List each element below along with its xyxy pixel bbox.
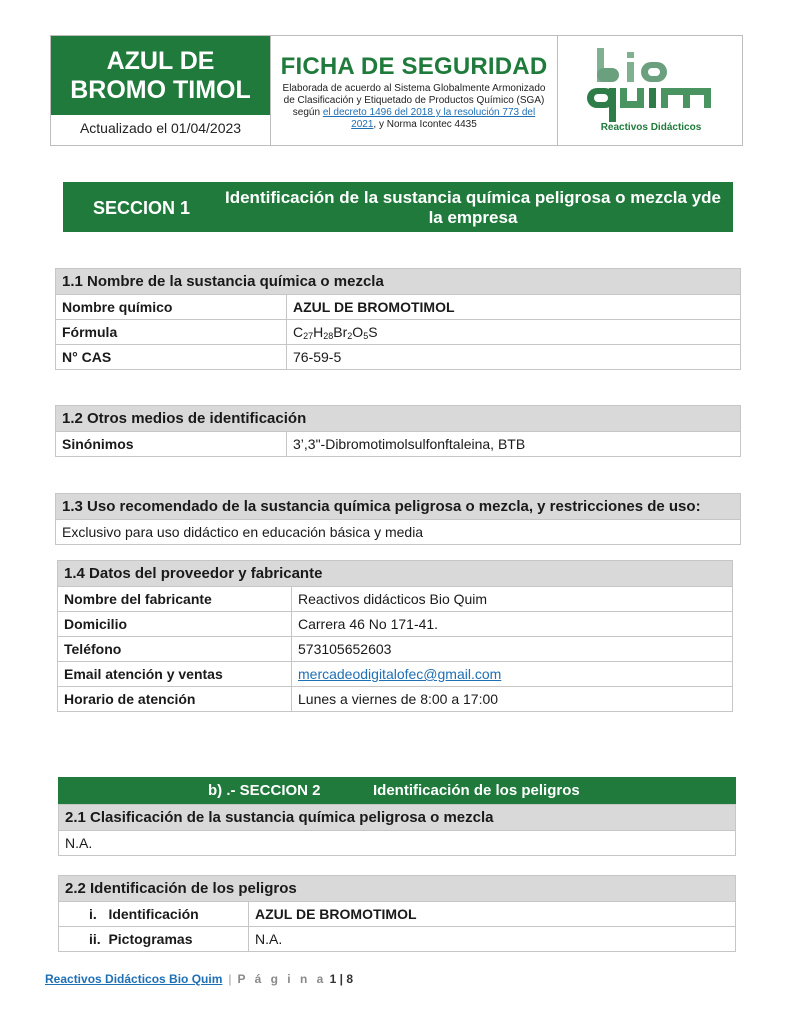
logo-caption: Reactivos Didácticos	[600, 122, 702, 133]
decree-link[interactable]: el decreto 1496 del 2018 y la resolución 773 del	[322, 107, 536, 118]
formula-part: H	[313, 323, 324, 340]
section1-banner	[63, 182, 733, 232]
section2-banner	[58, 777, 736, 804]
row-label	[59, 927, 249, 952]
regulation-prefix: según	[292, 107, 323, 118]
table-row	[59, 927, 736, 952]
footer-company-link[interactable]: Reactivos Didácticos Bio Quim	[45, 972, 223, 986]
table-hazard-identification	[58, 875, 736, 952]
table-classification	[58, 804, 736, 856]
header-middle-block	[271, 36, 558, 145]
row-value: Carrera 46 No 171-41.	[292, 612, 733, 637]
email-link[interactable]: mercadeodigitalofec@gmail.com	[298, 666, 502, 682]
document-type-title: FICHA DE SEGURIDAD	[280, 53, 548, 80]
regulation-suffix: , y Norma Icontec 4435	[373, 119, 477, 130]
row-value: AZUL DE BROMOTIMOL	[287, 295, 741, 320]
chemical-formula	[287, 320, 741, 345]
formula-sub: 27	[303, 330, 314, 341]
table-row	[56, 432, 741, 457]
table-row	[58, 662, 733, 687]
bioquim-logo	[587, 44, 717, 124]
header-left-block	[51, 36, 271, 145]
row-value: Lunes a viernes de 8:00 a 17:00	[292, 687, 733, 712]
row-value: N.A.	[59, 831, 736, 856]
row-label: N° CAS	[56, 345, 287, 370]
regulation-line2: de Clasificación y Etiquetado de Productos Químico (SGA)	[283, 95, 545, 106]
page-label: P á g i n a	[237, 972, 327, 986]
row-value: 3’,3"-Dibromotimolsulfonftaleina, BTB	[287, 432, 741, 457]
row-value: 573105652603	[292, 637, 733, 662]
row-value: 76-59-5	[287, 345, 741, 370]
row-label-text: Identificación	[108, 906, 199, 922]
row-label	[59, 902, 249, 927]
table-heading: 1.4 Datos del proveedor y fabricante	[58, 561, 733, 587]
row-label: Horario de atención	[58, 687, 292, 712]
row-label: Teléfono	[58, 637, 292, 662]
row-value: AZUL DE BROMOTIMOL	[249, 902, 736, 927]
row-label: Fórmula	[56, 320, 287, 345]
formula-part: O	[352, 323, 364, 340]
product-title-line2: BROMO TIMOL	[70, 76, 251, 104]
formula-sub: 5	[363, 330, 369, 341]
table-heading: 1.1 Nombre de la sustancia química o mezcla	[56, 269, 741, 295]
section2-title: Identificación de los peligros	[373, 782, 580, 799]
table-row	[59, 831, 736, 856]
formula-part: Br	[333, 323, 348, 340]
row-label: Email atención y ventas	[58, 662, 292, 687]
section1-number: SECCION 1	[93, 198, 191, 218]
table-row	[59, 902, 736, 927]
table-substance-name	[55, 268, 741, 370]
formula-part: S	[368, 323, 378, 340]
table-heading: 1.3 Uso recomendado de la sustancia química peligrosa o mezcla, y restricciones de uso:	[56, 494, 741, 520]
table-row	[58, 687, 733, 712]
row-value: Exclusivo para uso didáctico en educación básica y media	[56, 520, 741, 545]
row-label: Sinónimos	[56, 432, 287, 457]
table-recommended-use	[55, 493, 741, 545]
table-heading: 2.2 Identificación de los peligros	[59, 876, 736, 902]
table-row	[58, 637, 733, 662]
regulation-line1: Elaborada de acuerdo al Sistema Globalmente Armonizado	[282, 83, 546, 94]
decree-link-year[interactable]: 2021	[351, 119, 374, 130]
row-number: i.	[89, 906, 97, 922]
table-row	[58, 587, 733, 612]
row-label: Nombre del fabricante	[58, 587, 292, 612]
table-row	[56, 320, 741, 345]
formula-sub: 28	[323, 330, 334, 341]
footer-separator: |	[228, 972, 232, 986]
page-number: 1 | 8	[329, 972, 354, 986]
product-title	[51, 36, 270, 115]
formula-sub: 2	[347, 330, 353, 341]
table-row	[56, 345, 741, 370]
row-value: Reactivos didácticos Bio Quim	[292, 587, 733, 612]
header-logo-block	[559, 36, 743, 145]
document-header	[50, 35, 743, 146]
section1-title: Identificación de la sustancia química peligrosa o mezcla yde la empresa	[225, 188, 721, 227]
table-row	[58, 612, 733, 637]
product-title-line1: AZUL DE	[106, 47, 215, 75]
table-supplier	[57, 560, 733, 712]
row-value: N.A.	[249, 927, 736, 952]
row-value	[292, 662, 733, 687]
table-heading: 1.2 Otros medios de identificación	[56, 406, 741, 432]
table-other-identification	[55, 405, 741, 457]
table-heading: 2.1 Clasificación de la sustancia química peligrosa o mezcla	[59, 805, 736, 831]
formula-part: C	[293, 323, 304, 340]
section2-number: b) .- SECCION 2	[208, 782, 321, 799]
table-row	[56, 295, 741, 320]
row-number: ii.	[89, 931, 101, 947]
regulation-note	[271, 83, 557, 131]
row-label: Domicilio	[58, 612, 292, 637]
table-row	[56, 520, 741, 545]
row-label: Nombre químico	[56, 295, 287, 320]
row-label-text: Pictogramas	[108, 931, 193, 947]
updated-date: Actualizado el 01/04/2023	[79, 120, 242, 136]
page-footer	[45, 972, 353, 986]
